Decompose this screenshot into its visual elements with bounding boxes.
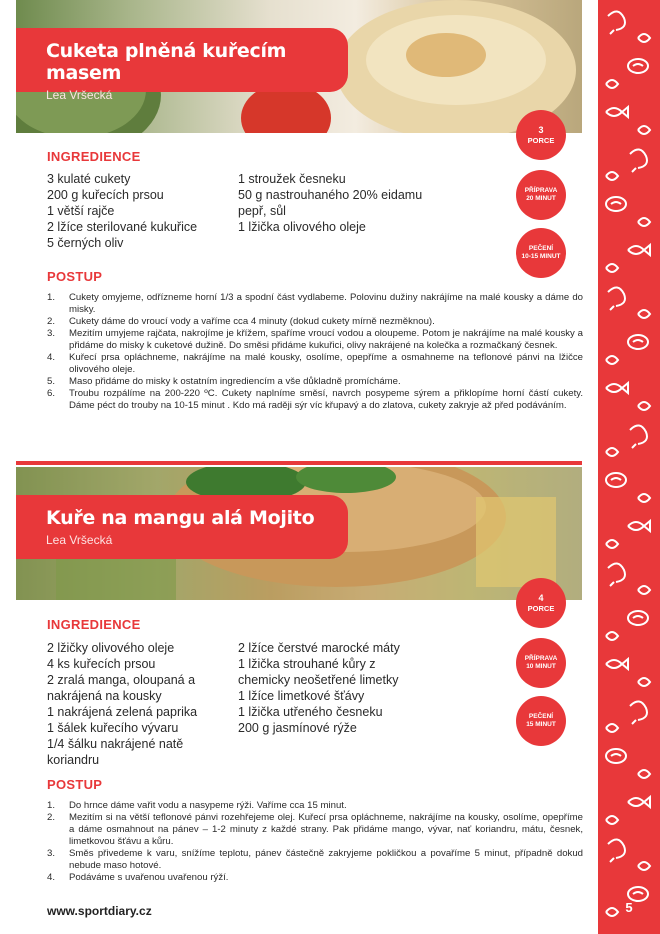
ingredient-item: 200 g jasmínové rýže bbox=[238, 721, 357, 735]
decorative-seafood-strip bbox=[598, 0, 660, 934]
ingredient-item: koriandru bbox=[47, 753, 100, 767]
step-text: Mezitím si na větší teflonové pánvi rozehřejeme olej. Kuřecí prsa opláchneme, nakrájíme na kousky, osolíme, opepříme a dáme osmahnout na pánev – 1-2 minuty z každé strany. Pak přidáme mango, vývar, nať koriandru, mátu, česnek, limetkovou šťávu a kůru. bbox=[69, 812, 583, 847]
ingredient-item: 1/4 šálku nakrájené natě bbox=[47, 737, 184, 751]
step-text: Cukety omyjeme, odřízneme horní 1/3 a spodní část vydlabeme. Polovinu dužiny nakrájíme na malé kousky a dáme do misky. bbox=[69, 292, 583, 315]
step-item bbox=[47, 388, 583, 412]
step-number: 2. bbox=[47, 812, 56, 823]
ingredients-heading: INGREDIENCE bbox=[47, 149, 141, 164]
ingredient-item: pepř, sůl bbox=[238, 204, 286, 218]
cook-time-badge: PEČENÍ 15 MINUT bbox=[516, 696, 566, 746]
prep-time-badge: PŘÍPRAVA 20 MINUT bbox=[516, 170, 566, 220]
step-item bbox=[47, 376, 583, 388]
ingredient-item: 4 ks kuřecích prsou bbox=[47, 657, 156, 671]
steps-list bbox=[47, 292, 583, 412]
divider bbox=[16, 461, 582, 465]
recipe-author: Lea Vršecká bbox=[46, 88, 113, 102]
ingredients-column-2 bbox=[238, 640, 400, 736]
step-number: 4. bbox=[47, 872, 56, 883]
ingredient-item: 1 lžička utřeného česneku bbox=[238, 705, 383, 719]
ingredient-item: 5 černých oliv bbox=[47, 236, 124, 250]
step-text: Podáváme s uvařenou uvařenou rýží. bbox=[69, 872, 229, 883]
step-number: 3. bbox=[47, 328, 56, 339]
ingredient-item: 1 větší rajče bbox=[47, 204, 115, 218]
ingredient-item: 1 lžička strouhané kůry z bbox=[238, 657, 376, 671]
step-text: Maso přidáme do misky k ostatním ingrediencím a vše důkladně promícháme. bbox=[69, 376, 401, 387]
step-item bbox=[47, 316, 583, 328]
seafood-pattern-icon bbox=[598, 0, 660, 934]
step-number: 4. bbox=[47, 352, 56, 363]
step-text: Do hrnce dáme vařit vodu a nasypeme rýži. Vaříme cca 15 minut. bbox=[69, 800, 347, 811]
steps-list bbox=[47, 800, 583, 884]
recipe-title: Cuketa plněná kuřecím masem bbox=[46, 40, 287, 84]
ingredients-column-1 bbox=[47, 171, 197, 251]
step-number: 3. bbox=[47, 848, 56, 859]
step-number: 2. bbox=[47, 316, 56, 327]
ingredient-item: 200 g kuřecích prsou bbox=[47, 188, 164, 202]
ingredient-item: 50 g nastrouhaného 20% eidamu bbox=[238, 188, 423, 202]
step-item bbox=[47, 812, 583, 848]
ingredient-item: 1 šálek kuřecího vývaru bbox=[47, 721, 179, 735]
step-text: Směs přivedeme k varu, snížíme teplotu, pánev částečně zakryjeme pokličkou a povaříme 5 minut, případně dokud nebude maso hotové. bbox=[69, 848, 583, 871]
portions-badge: 4 PORCE bbox=[516, 578, 566, 628]
ingredients-heading: INGREDIENCE bbox=[47, 617, 141, 632]
ingredient-item: 1 stroužek česneku bbox=[238, 172, 346, 186]
step-item bbox=[47, 328, 583, 352]
steps-heading: POSTUP bbox=[47, 269, 103, 284]
recipe-title-banner bbox=[16, 28, 348, 102]
step-item bbox=[47, 352, 583, 376]
recipe-title: Kuře na mangu alá Mojito bbox=[46, 507, 315, 529]
page-number: 5 bbox=[625, 900, 633, 915]
step-item bbox=[47, 848, 583, 872]
ingredient-item: 1 nakrájená zelená paprika bbox=[47, 705, 198, 719]
ingredient-item: 3 kulaté cukety bbox=[47, 172, 131, 186]
step-text: Kuřecí prsa opláchneme, nakrájíme na malé kousky, osolíme, opepříme a osmahneme na teflonové pánvi na lžičce olivového oleje. bbox=[69, 352, 583, 375]
ingredient-item: 2 lžíce čerstvé marocké máty bbox=[238, 641, 400, 655]
step-number: 6. bbox=[47, 388, 56, 399]
ingredient-item: nakrájená na kousky bbox=[47, 689, 162, 703]
recipe-author: Lea Vršecká bbox=[46, 533, 113, 547]
step-text: Troubu rozpálíme na 200-220 ºC. Cukety naplníme směsí, navrch posypeme sýrem a přiklopíme horní částí cukety. Dáme péct do trouby na 10-15 minut . Kdo má raději sýr víc křupavý a do zlatova, cukety zakryje až před podáváním. bbox=[69, 388, 583, 411]
ingredient-item: 2 zralá manga, oloupaná a bbox=[47, 673, 196, 687]
recipe-title-banner bbox=[16, 495, 348, 559]
ingredient-item: chemicky neošetřené limetky bbox=[238, 673, 399, 687]
step-text: Cukety dáme do vroucí vody a vaříme cca 4 minuty (dokud cukety mírně nezměknou). bbox=[69, 316, 435, 327]
ingredients-column-1 bbox=[47, 640, 197, 768]
step-number: 1. bbox=[47, 800, 56, 811]
step-item bbox=[47, 800, 583, 812]
prep-time-badge: PŘÍPRAVA 10 MINUT bbox=[516, 638, 566, 688]
step-item bbox=[47, 292, 583, 316]
cook-time-badge: PEČENÍ 10-15 MINUT bbox=[516, 228, 566, 278]
ingredient-item: 1 lžička olivového oleje bbox=[238, 220, 366, 234]
step-number: 5. bbox=[47, 376, 56, 387]
steps-heading: POSTUP bbox=[47, 777, 103, 792]
step-number: 1. bbox=[47, 292, 56, 303]
step-text: Mezitím umyjeme rajčata, nakrojíme je křížem, spaříme vroucí vodou a oloupeme. Potom je nakrájíme na malé kousky a přidáme do misky k cuketové dužině. Do směsi přidáme kukuřici, olivy nakrájené na kolečka a rozmačkaný česnek. bbox=[69, 328, 583, 351]
footer-website[interactable]: www.sportdiary.cz bbox=[47, 904, 152, 918]
ingredient-item: 2 lžičky olivového oleje bbox=[47, 641, 175, 655]
step-item bbox=[47, 872, 583, 884]
portions-badge: 3 PORCE bbox=[516, 110, 566, 160]
ingredients-column-2 bbox=[238, 171, 422, 235]
ingredient-item: 2 lžíce sterilované kukuřice bbox=[47, 220, 198, 234]
ingredient-item: 1 lžíce limetkové šťávy bbox=[238, 689, 365, 703]
